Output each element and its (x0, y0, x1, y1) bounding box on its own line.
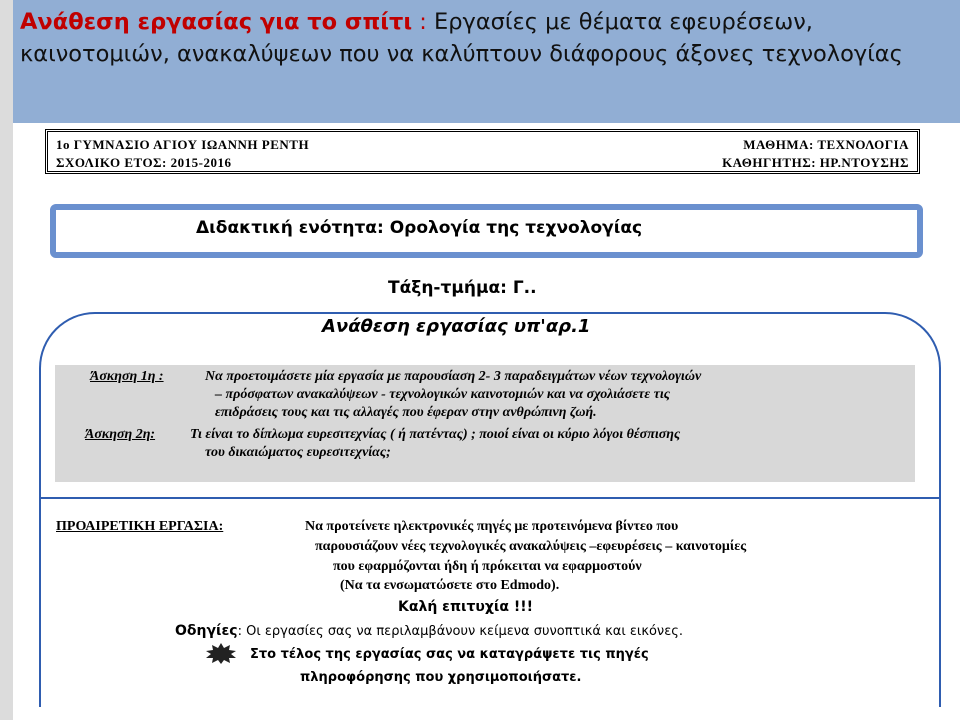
slide-title-rest: Εργασίες με θέματα εφευρέσεων, καινοτομιών, ανακαλύψεων που να καλύπτουν διάφορους άξονες τεχνολογίας (20, 9, 903, 67)
assignment-divider (41, 497, 939, 499)
exercise-2-label: Άσκηση 2η: (85, 427, 156, 442)
exercise-1-label: Άσκηση 1η : (90, 369, 164, 384)
optional-assignment-label: ΠΡΟΑΙΡΕΤΙΚΗ ΕΡΓΑΣΙΑ: (56, 519, 224, 534)
school-info-box (45, 129, 920, 174)
final-note-line-1: Στο τέλος της εργασίας σας να καταγράψετε τις πηγές (250, 647, 649, 662)
exercise-1-line-1: Να προετοιμάσετε μία εργασία με παρουσίαση 2- 3 παραδειγμάτων νέων τεχνολογιών (205, 369, 702, 384)
exercise-1-line-2: – πρόσφατων ανακαλύψεων - τεχνολογικών καινοτομιών και να σχολιάσετε τις (215, 387, 670, 402)
exercise-2-line-1: Τι είναι το δίπλωμα ευρεσιτεχνίας ( ή πατέντας) ; ποιοί είναι οι κύριο λόγοι θέσπισης (190, 427, 681, 442)
school-year: ΣΧΟΛΙΚΟ ΕΤΟΣ: 2015-2016 (56, 155, 232, 170)
optional-line-1: Να προτείνετε ηλεκτρονικές πηγές με προτεινόμενα βίντεο που (305, 519, 679, 534)
teacher-label: ΚΑΘΗΓΗΤΗΣ: ΗΡ.ΝΤΟΥΣΗΣ (722, 155, 909, 170)
assignment-title: Ανάθεση εργασίας υπ'αρ.1 (322, 316, 591, 337)
instructions (175, 623, 683, 639)
exercise-1-line-3: επιδράσεις τους και τις αλλαγές που έφεραν στην ανθρώπινη ζωή. (215, 405, 597, 420)
subject-label: ΜΑΘΗΜΑ: ΤΕΧΝΟΛΟΓΙΑ (743, 137, 909, 152)
good-luck-text: Καλή επιτυχία !!! (398, 599, 534, 615)
slide-title (20, 6, 950, 70)
exercise-2-line-2: του δικαιώματος ευρεσιτεχνίας; (205, 445, 391, 460)
teaching-unit-box (50, 204, 923, 258)
optional-line-3: που εφαρμόζονται ήδη ή πρόκειται να εφαρμοστούν (333, 559, 642, 574)
optional-line-4: (Να τα ενσωματώσετε στο Edmodo). (340, 578, 560, 593)
school-info-row-1 (56, 137, 909, 153)
slide-title-accent: Ανάθεση εργασίας για το σπίτι (20, 9, 413, 35)
slide-title-separator: : (412, 9, 435, 35)
class-section-label: Τάξη-τμήμα: Γ.. (388, 278, 537, 298)
teaching-unit-text: Διδακτική ενότητα: Ορολογία της τεχνολογίας (196, 218, 643, 238)
left-edge-strip (0, 0, 13, 720)
school-info-row-2 (56, 155, 909, 171)
instructions-label: Οδηγίες (175, 623, 238, 639)
final-note-line-2: πληροφόρησης που χρησιμοποιήσατε. (300, 670, 582, 685)
instructions-text: : Οι εργασίες σας να περιλαμβάνουν κείμενα συνοπτικά και εικόνες. (237, 624, 683, 639)
optional-line-2: παρουσιάζουν νέες τεχνολογικές ανακαλύψεις –εφευρέσεις – καινοτομίες (315, 539, 747, 554)
starburst-bullet-icon (205, 642, 237, 664)
school-name: 1ο ΓΥΜΝΑΣΙΟ ΑΓΙΟΥ ΙΩΑΝΝΗ ΡΕΝΤΗ (56, 137, 310, 152)
